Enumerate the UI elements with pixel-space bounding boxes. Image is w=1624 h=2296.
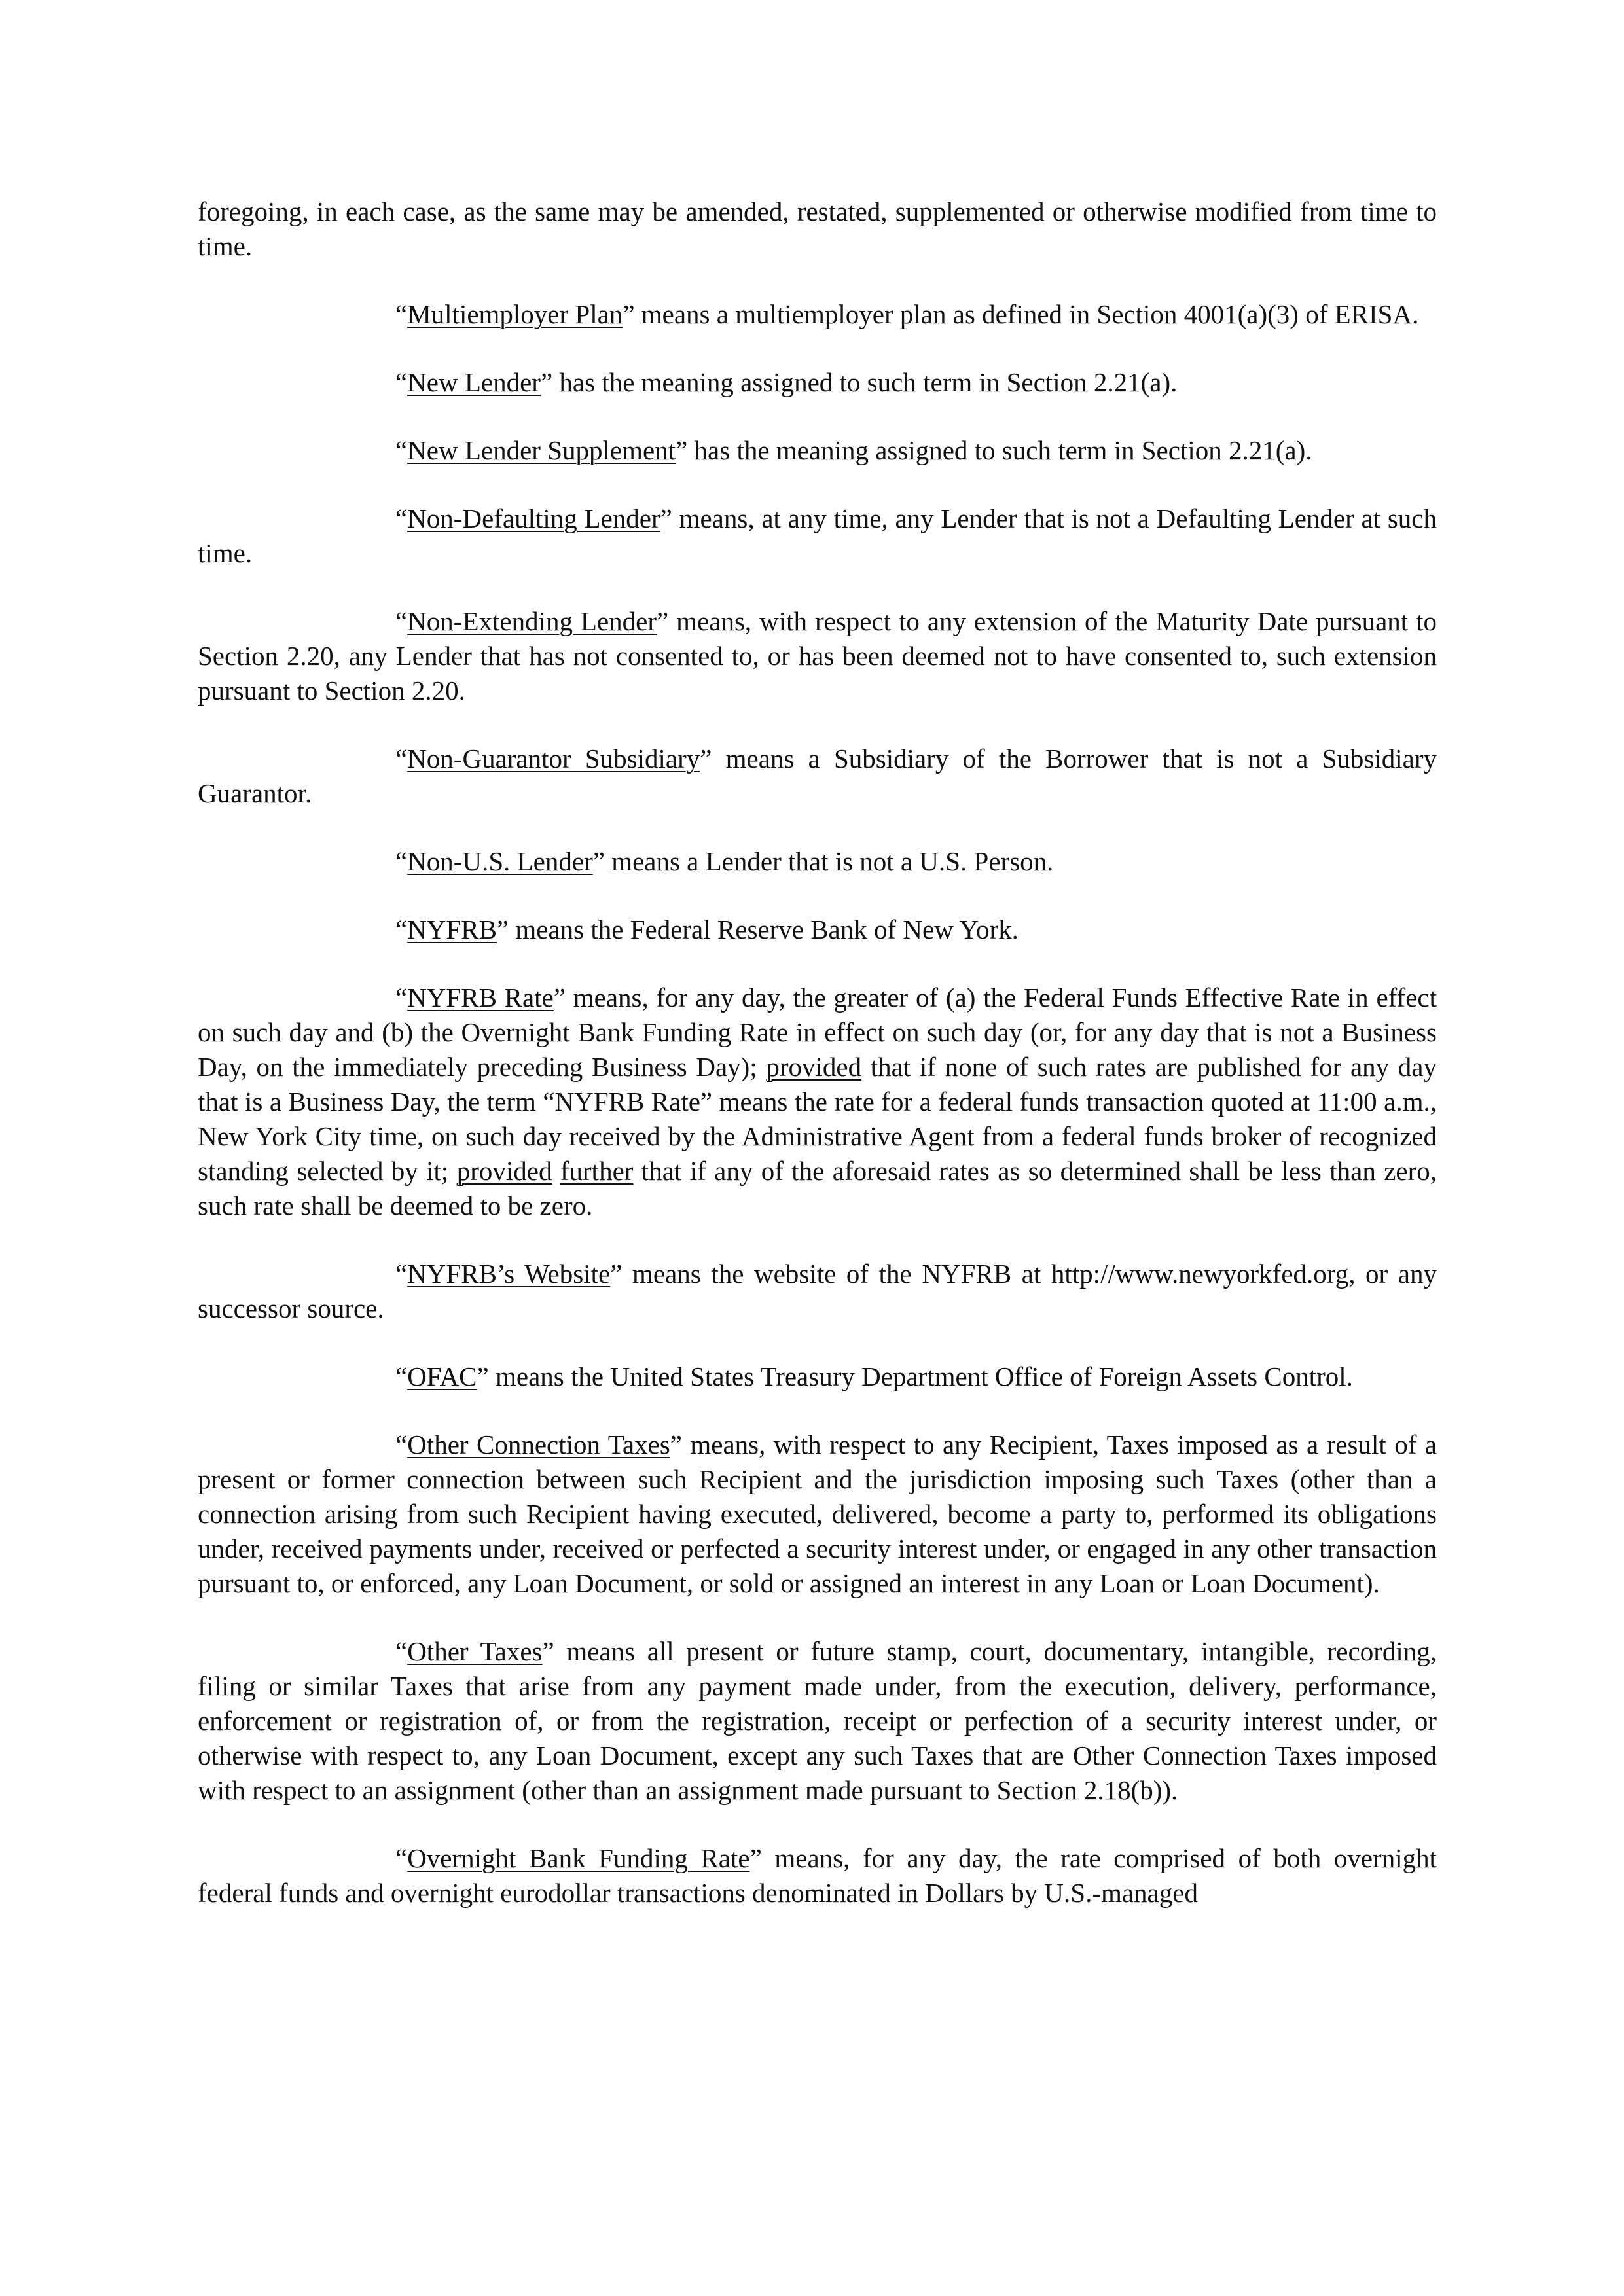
- open-quote: “: [395, 503, 408, 533]
- close-quote: ”: [657, 606, 669, 636]
- close-quote: ”: [496, 914, 509, 944]
- open-quote: “: [395, 1259, 408, 1289]
- defined-term: Non-Guarantor Subsidiary: [407, 744, 700, 774]
- definition-nyfrb-rate: [198, 980, 1437, 1223]
- defined-term: Non-Defaulting Lender: [407, 503, 660, 533]
- defined-term: Other Connection Taxes: [407, 1429, 670, 1460]
- close-quote: ”: [670, 1429, 682, 1460]
- definition-non-guarantor-subsidiary: [198, 742, 1437, 811]
- definition-new-lender: [198, 365, 1437, 400]
- definition-overnight-bank-funding-rate: [198, 1841, 1437, 1910]
- definition-text: [552, 1156, 560, 1186]
- definition-text: has the meaning assigned to such term in Section 2.21(a).: [552, 367, 1178, 397]
- definition-multiemployer-plan: [198, 297, 1437, 332]
- underlined-word: further: [560, 1156, 634, 1186]
- definition-text: that if none of such rates are published for any day that is a Business Day, the term “NYFRB Rate” means the rate for a federal funds transaction quoted at 11:00 a.m., New York City time, on such day received by the Administrative Agent from a federal funds broker of recognized standing selected by it;: [198, 1052, 1437, 1186]
- open-quote: “: [395, 846, 408, 876]
- definition-ofac: [198, 1359, 1437, 1394]
- close-quote: ”: [540, 367, 553, 397]
- definition-text: means a Subsidiary of the Borrower that is not a Subsidiary Guarantor.: [198, 744, 1437, 808]
- close-quote: ”: [477, 1361, 489, 1391]
- definition-text: means, with respect to any Recipient, Taxes imposed as a result of a present or former connection between such Recipient and the jurisdiction imposing such Taxes (other than a connection arising from such Recipient having executed, delivered, become a party to, performed its obligations under, received payments under, received or perfected a security interest under, or engaged in any other transaction pursuant to, or enforced, any Loan Document, or sold or assigned an interest in any Loan or Loan Document).: [198, 1429, 1437, 1598]
- close-quote: ”: [610, 1259, 623, 1289]
- defined-term: New Lender Supplement: [407, 435, 676, 465]
- paragraph-text: foregoing, in each case, as the same may be amended, restated, supplemented or otherwise modified from time to time.: [198, 196, 1437, 261]
- definition-text: means, for any day, the greater of (a) the Federal Funds Effective Rate in effect on such day and (b) the Overnight Bank Funding Rate in effect on such day (or, for any day that is not a Business Day, on the immediately preceding Business Day);: [198, 982, 1437, 1082]
- definition-text: means all present or future stamp, court, documentary, intangible, recording, filing or similar Taxes that arise from any payment made under, from the execution, delivery, performance, enforcement or registration of, or from the registration, receipt or perfection of a security interest under, or otherwise with respect to, any Loan Document, except any such Taxes that are Other Connection Taxes imposed with respect to an assignment (other than an assignment made pursuant to Section 2.18(b)).: [198, 1636, 1437, 1805]
- close-quote: ”: [660, 503, 672, 533]
- open-quote: “: [395, 1636, 408, 1666]
- open-quote: “: [395, 914, 408, 944]
- defined-term: New Lender: [407, 367, 541, 397]
- open-quote: “: [395, 744, 408, 774]
- defined-term: NYFRB Rate: [407, 982, 554, 1013]
- definition-non-extending-lender: [198, 604, 1437, 708]
- definition-nyfrb: [198, 912, 1437, 947]
- close-quote: ”: [542, 1636, 554, 1666]
- open-quote: “: [395, 299, 408, 329]
- defined-term: NYFRB: [407, 914, 497, 944]
- defined-term: OFAC: [407, 1361, 477, 1391]
- open-quote: “: [395, 982, 408, 1013]
- definition-new-lender-supplement: [198, 433, 1437, 468]
- definition-non-us-lender: [198, 844, 1437, 879]
- definition-text: means the United States Treasury Department Office of Foreign Assets Control.: [488, 1361, 1353, 1391]
- close-quote: ”: [592, 846, 605, 876]
- defined-term: NYFRB’s Website: [407, 1259, 611, 1289]
- close-quote: ”: [623, 299, 635, 329]
- definition-text: means the website of the NYFRB at http://www.newyorkfed.org, or any successor source.: [198, 1259, 1437, 1323]
- open-quote: “: [395, 1843, 408, 1873]
- underlined-word: provided: [456, 1156, 552, 1186]
- open-quote: “: [395, 1361, 408, 1391]
- defined-term: Other Taxes: [407, 1636, 543, 1666]
- definition-text: means the Federal Reserve Bank of New York.: [509, 914, 1019, 944]
- definition-text: has the meaning assigned to such term in Section 2.21(a).: [687, 435, 1312, 465]
- definition-text: means a multiemployer plan as defined in Section 4001(a)(3) of ERISA.: [634, 299, 1419, 329]
- open-quote: “: [395, 367, 408, 397]
- definition-non-defaulting-lender: [198, 501, 1437, 571]
- continuation-paragraph: [198, 194, 1437, 264]
- close-quote: ”: [700, 744, 712, 774]
- close-quote: ”: [749, 1843, 762, 1873]
- open-quote: “: [395, 1429, 408, 1460]
- underlined-word: provided: [766, 1052, 862, 1082]
- defined-term: Non-Extending Lender: [407, 606, 657, 636]
- definition-other-taxes: [198, 1634, 1437, 1808]
- document-body: [198, 194, 1437, 1910]
- definition-text: means, for any day, the rate comprised of both overnight federal funds and overnight eurodollar transactions denominated in Dollars by U.S.-managed: [198, 1843, 1437, 1908]
- open-quote: “: [395, 606, 408, 636]
- defined-term: Multiemployer Plan: [407, 299, 623, 329]
- definition-text: means, at any time, any Lender that is not a Defaulting Lender at such time.: [198, 503, 1437, 568]
- definition-text: means a Lender that is not a U.S. Person.: [604, 846, 1054, 876]
- defined-term: Overnight Bank Funding Rate: [407, 1843, 750, 1873]
- close-quote: ”: [553, 982, 566, 1013]
- definition-other-connection-taxes: [198, 1427, 1437, 1601]
- open-quote: “: [395, 435, 408, 465]
- definition-text: means, with respect to any extension of the Maturity Date pursuant to Section 2.20, any Lender that has not consented to, or has been deemed not to have consented to, such extension pursuant to Section 2.20.: [198, 606, 1437, 706]
- close-quote: ”: [676, 435, 688, 465]
- defined-term: Non-U.S. Lender: [407, 846, 593, 876]
- definition-nyfrbs-website: [198, 1257, 1437, 1326]
- definition-text: that if any of the aforesaid rates as so determined shall be less than zero, such rate shall be deemed to be zero.: [198, 1156, 1437, 1221]
